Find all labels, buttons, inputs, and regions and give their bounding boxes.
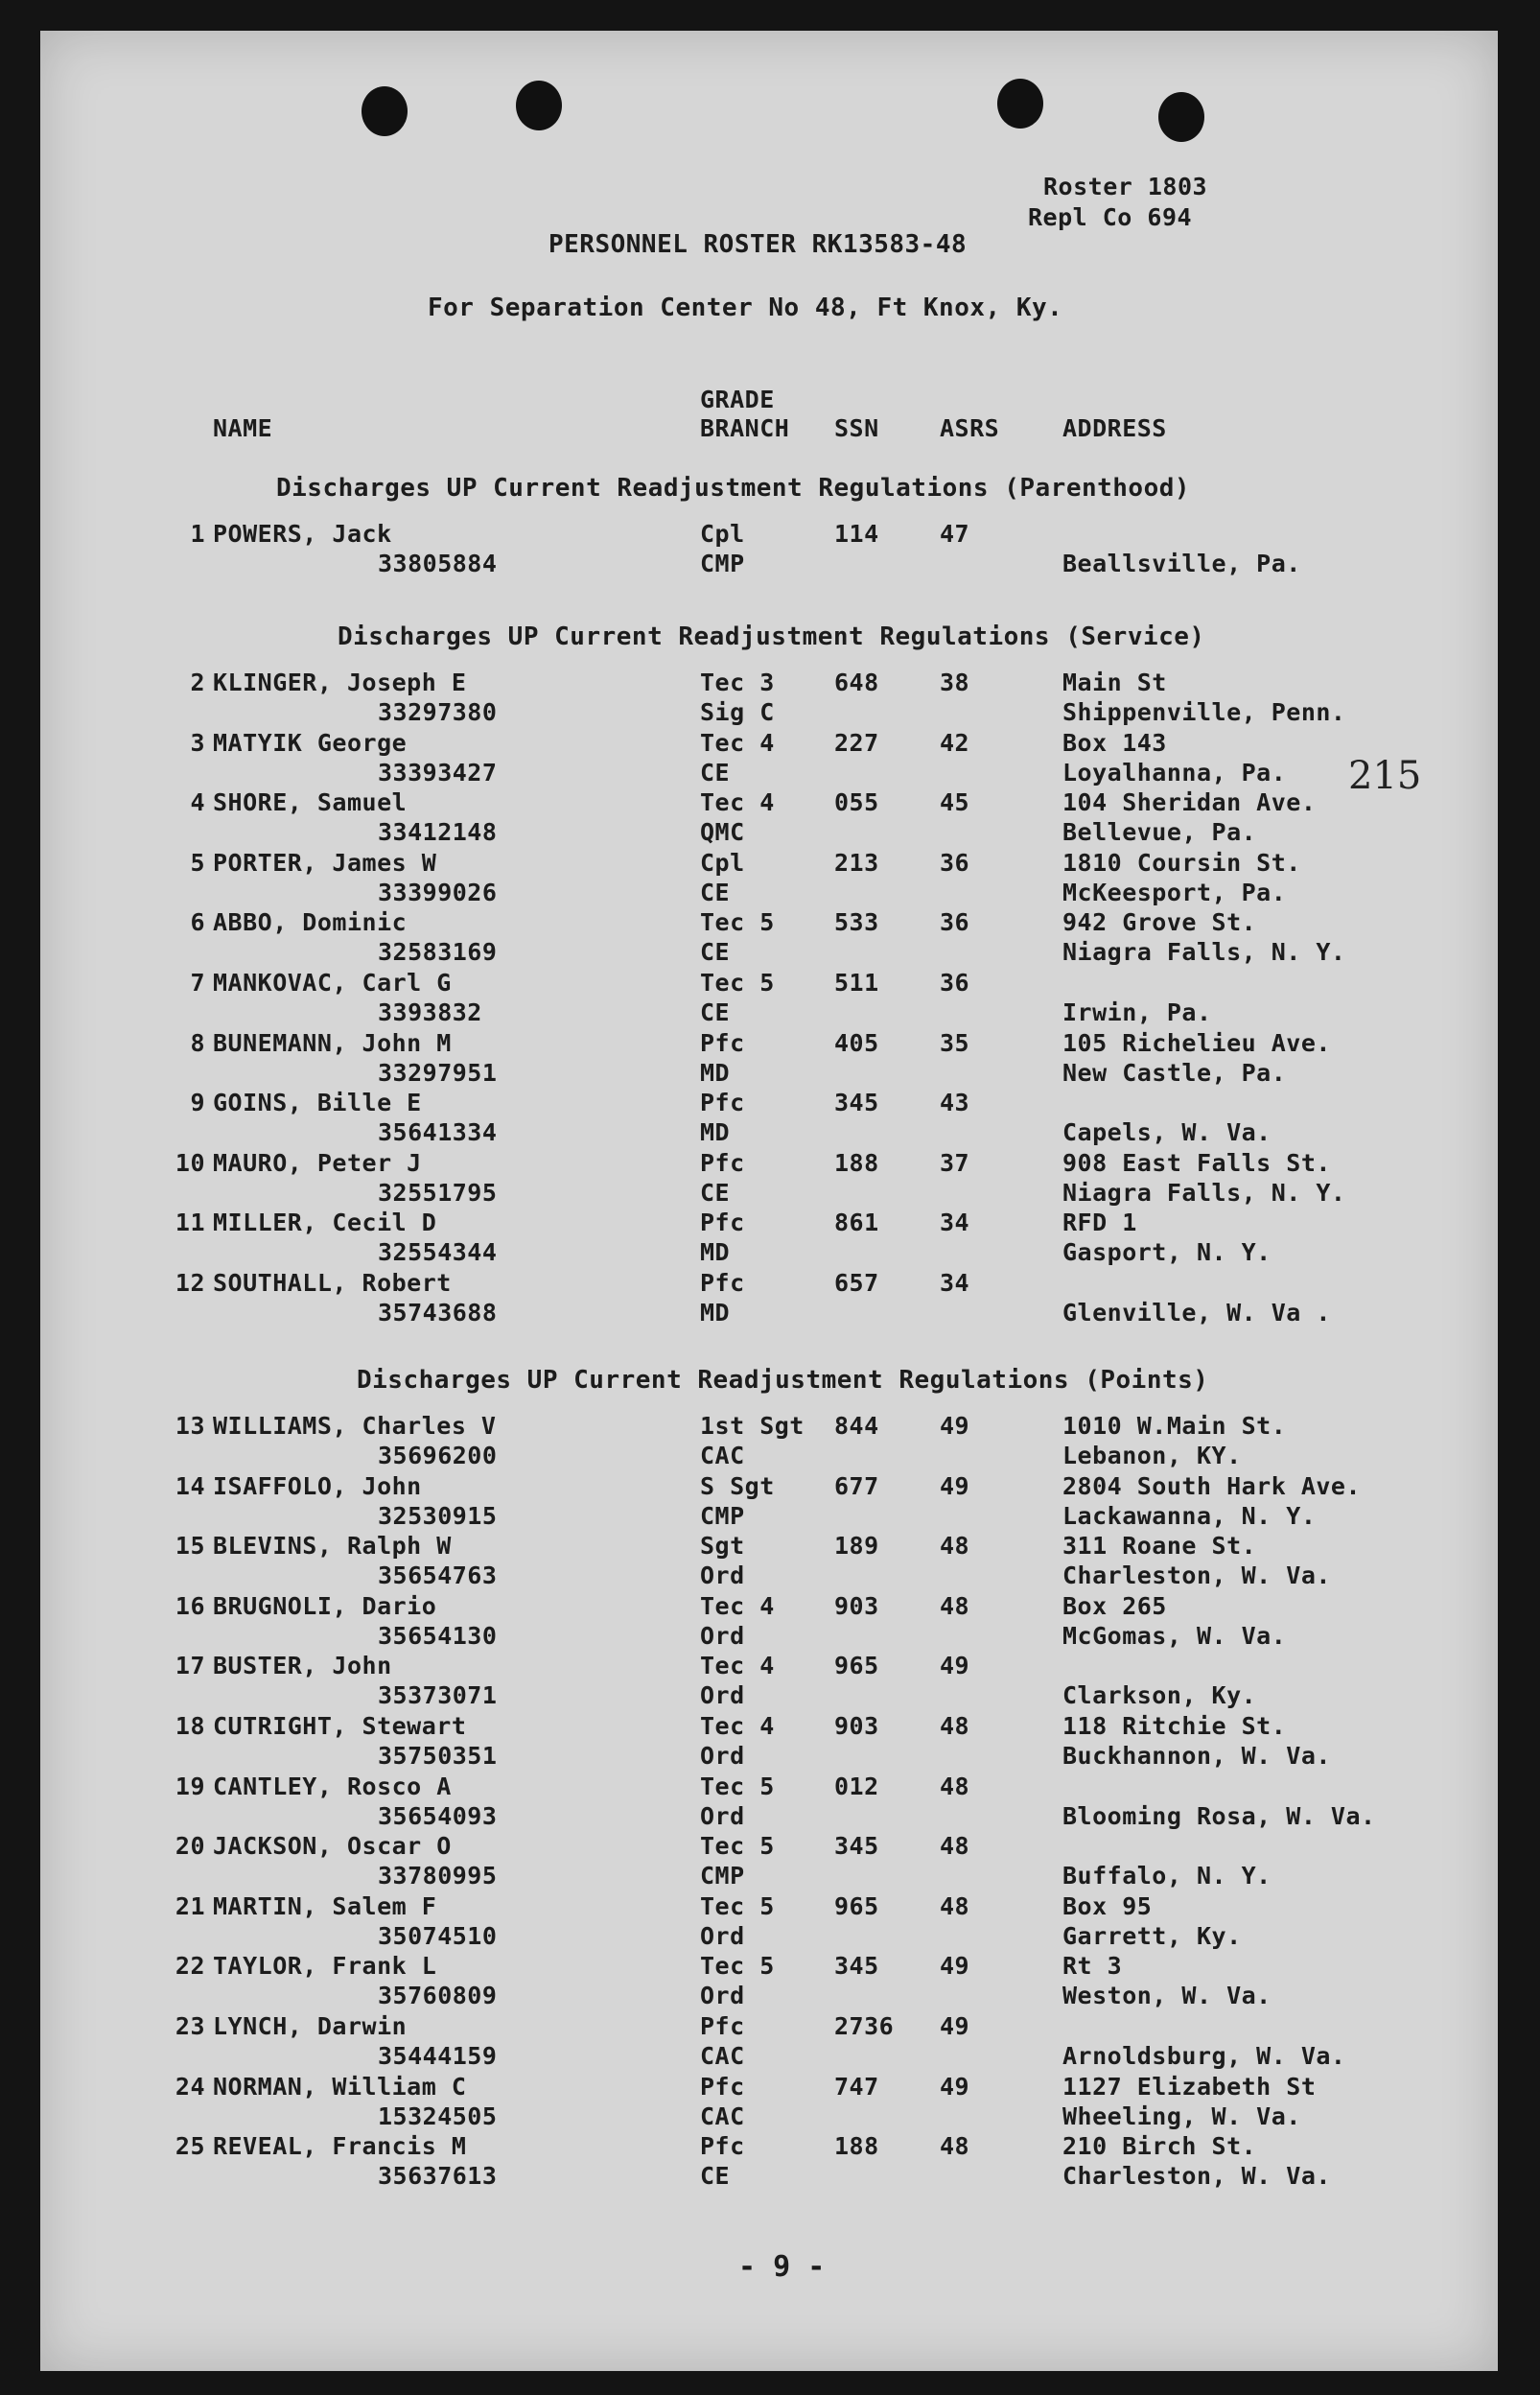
branch: MD xyxy=(700,1058,731,1087)
grade: Tec 5 xyxy=(700,1772,775,1800)
address-line-1: RFD 1 xyxy=(1062,1209,1137,1237)
soldier-name: SHORE, Samuel xyxy=(213,788,408,817)
ssn: 511 xyxy=(834,969,879,997)
row-number: 14 xyxy=(175,1471,205,1500)
repl-company: Repl Co 694 xyxy=(1028,203,1193,231)
ssn: 189 xyxy=(834,1532,879,1561)
grade: Pfc xyxy=(700,1209,745,1237)
document-subtitle: For Separation Center No 48, Ft Knox, Ky. xyxy=(428,294,1063,322)
branch: MD xyxy=(700,1238,731,1267)
address-line-2: Bellevue, Pa. xyxy=(1062,818,1257,847)
grade: S Sgt xyxy=(700,1471,775,1500)
asrs: 38 xyxy=(940,669,970,696)
branch: CAC xyxy=(700,2101,745,2130)
address-line-1: 105 Richelieu Ave. xyxy=(1062,1028,1331,1057)
serial-number: 33805884 xyxy=(378,550,498,577)
asrs: 48 xyxy=(940,1832,970,1861)
ssn: 533 xyxy=(834,908,879,937)
document-page xyxy=(40,31,1498,2371)
address-line-2: Beallsville, Pa. xyxy=(1062,550,1301,577)
grade: Cpl xyxy=(700,848,745,877)
address-line-1: 210 Birch St. xyxy=(1062,2132,1257,2161)
grade: Tec 4 xyxy=(700,1652,775,1680)
address-line-2: McGomas, W. Va. xyxy=(1062,1621,1287,1650)
row-number: 22 xyxy=(175,1952,205,1981)
branch: Ord xyxy=(700,1621,745,1650)
serial-number: 33399026 xyxy=(378,878,498,906)
soldier-name: MATYIK George xyxy=(213,728,408,757)
branch: CE xyxy=(700,998,731,1026)
branch: MD xyxy=(700,1299,731,1327)
ssn: 903 xyxy=(834,1591,879,1620)
row-number: 17 xyxy=(175,1652,205,1680)
punch-hole xyxy=(362,86,408,136)
address-line-2: Buckhannon, W. Va. xyxy=(1062,1742,1331,1770)
asrs: 34 xyxy=(940,1209,970,1237)
ssn: 844 xyxy=(834,1412,879,1440)
address-line-2: Irwin, Pa. xyxy=(1062,998,1212,1026)
address-line-1: 908 East Falls St. xyxy=(1062,1148,1331,1177)
asrs: 49 xyxy=(940,2072,970,2101)
grade: Pfc xyxy=(700,2072,745,2101)
row-number: 16 xyxy=(175,1591,205,1620)
address-line-2: Charleston, W. Va. xyxy=(1062,1561,1331,1590)
branch: CE xyxy=(700,2162,731,2191)
grade: Tec 4 xyxy=(700,1591,775,1620)
grade: Tec 5 xyxy=(700,969,775,997)
ssn: 648 xyxy=(834,669,879,696)
address-line-1: 118 Ritchie St. xyxy=(1062,1712,1287,1740)
soldier-name: MILLER, Cecil D xyxy=(213,1209,437,1237)
column-header-asrs: ASRS xyxy=(940,414,1000,442)
ssn: 345 xyxy=(834,1089,879,1117)
branch: CE xyxy=(700,758,731,787)
ssn: 345 xyxy=(834,1832,879,1861)
ssn: 677 xyxy=(834,1471,879,1500)
grade: Tec 3 xyxy=(700,669,775,696)
row-number: 18 xyxy=(175,1712,205,1740)
ssn: 965 xyxy=(834,1652,879,1680)
soldier-name: MARTIN, Salem F xyxy=(213,1891,437,1920)
grade: Tec 5 xyxy=(700,908,775,937)
address-line-1: Rt 3 xyxy=(1062,1952,1123,1981)
branch: CE xyxy=(700,878,731,906)
soldier-name: MANKOVAC, Carl G xyxy=(213,969,452,997)
grade: 1st Sgt xyxy=(700,1412,805,1440)
address-line-2: Niagra Falls, N. Y. xyxy=(1062,1178,1346,1207)
asrs: 42 xyxy=(940,728,970,757)
section-title: Discharges UP Current Readjustment Regulations (Points) xyxy=(357,1366,1209,1395)
branch: Ord xyxy=(700,1801,745,1830)
row-number: 1 xyxy=(190,520,205,548)
serial-number: 33393427 xyxy=(378,758,498,787)
soldier-name: MAURO, Peter J xyxy=(213,1148,422,1177)
soldier-name: CUTRIGHT, Stewart xyxy=(213,1712,467,1740)
row-number: 21 xyxy=(175,1891,205,1920)
address-line-2: Garrett, Ky. xyxy=(1062,1921,1242,1950)
ssn: 861 xyxy=(834,1209,879,1237)
branch: Ord xyxy=(700,1921,745,1950)
serial-number: 35444159 xyxy=(378,2042,498,2070)
ssn: 213 xyxy=(834,848,879,877)
grade: Tec 4 xyxy=(700,788,775,817)
serial-number: 35074510 xyxy=(378,1921,498,1950)
address-line-1: Box 143 xyxy=(1062,728,1167,757)
branch: Ord xyxy=(700,1561,745,1590)
soldier-name: NORMAN, William C xyxy=(213,2072,467,2101)
ssn: 345 xyxy=(834,1952,879,1981)
address-line-2: Shippenville, Penn. xyxy=(1062,698,1346,726)
grade: Pfc xyxy=(700,2132,745,2161)
serial-number: 33297380 xyxy=(378,698,498,726)
serial-number: 33412148 xyxy=(378,818,498,847)
row-number: 12 xyxy=(175,1269,205,1297)
address-line-2: Arnoldsburg, W. Va. xyxy=(1062,2042,1346,2070)
row-number: 24 xyxy=(175,2072,205,2101)
ssn: 227 xyxy=(834,728,879,757)
branch: QMC xyxy=(700,818,745,847)
serial-number: 32554344 xyxy=(378,1238,498,1267)
address-line-2: Loyalhanna, Pa. xyxy=(1062,758,1287,787)
ssn: 114 xyxy=(834,520,879,548)
row-number: 9 xyxy=(190,1089,205,1117)
soldier-name: PORTER, James W xyxy=(213,848,437,877)
roster-number: Roster 1803 xyxy=(1043,173,1208,200)
asrs: 36 xyxy=(940,908,970,937)
soldier-name: BUSTER, John xyxy=(213,1652,392,1680)
row-number: 19 xyxy=(175,1772,205,1800)
document-title: PERSONNEL ROSTER RK13583-48 xyxy=(548,230,968,259)
asrs: 34 xyxy=(940,1269,970,1297)
ssn: 747 xyxy=(834,2072,879,2101)
ssn: 965 xyxy=(834,1891,879,1920)
grade: Tec 5 xyxy=(700,1832,775,1861)
address-line-1: 942 Grove St. xyxy=(1062,908,1257,937)
ssn: 405 xyxy=(834,1028,879,1057)
soldier-name: TAYLOR, Frank L xyxy=(213,1952,437,1981)
row-number: 3 xyxy=(190,728,205,757)
branch: CAC xyxy=(700,1442,745,1469)
serial-number: 35743688 xyxy=(378,1299,498,1327)
ssn: 188 xyxy=(834,2132,879,2161)
serial-number: 35637613 xyxy=(378,2162,498,2191)
asrs: 35 xyxy=(940,1028,970,1057)
branch: Ord xyxy=(700,1742,745,1770)
asrs: 45 xyxy=(940,788,970,817)
grade: Pfc xyxy=(700,2012,745,2040)
branch: Ord xyxy=(700,1982,745,2010)
address-line-2: Charleston, W. Va. xyxy=(1062,2162,1331,2191)
asrs: 48 xyxy=(940,1891,970,1920)
soldier-name: LYNCH, Darwin xyxy=(213,2012,408,2040)
ssn: 012 xyxy=(834,1772,879,1800)
soldier-name: GOINS, Bille E xyxy=(213,1089,422,1117)
column-header-name: NAME xyxy=(213,414,273,442)
row-number: 10 xyxy=(175,1148,205,1177)
asrs: 36 xyxy=(940,848,970,877)
address-line-1: Box 95 xyxy=(1062,1891,1153,1920)
asrs: 43 xyxy=(940,1089,970,1117)
branch: CE xyxy=(700,1178,731,1207)
row-number: 2 xyxy=(190,669,205,696)
branch: Sig C xyxy=(700,698,775,726)
serial-number: 33297951 xyxy=(378,1058,498,1087)
grade: Pfc xyxy=(700,1089,745,1117)
address-line-2: New Castle, Pa. xyxy=(1062,1058,1287,1087)
branch: CE xyxy=(700,938,731,967)
soldier-name: KLINGER, Joseph E xyxy=(213,669,467,696)
page-number: - 9 - xyxy=(738,2250,826,2284)
soldier-name: JACKSON, Oscar O xyxy=(213,1832,452,1861)
address-line-2: Blooming Rosa, W. Va. xyxy=(1062,1801,1376,1830)
address-line-2: Capels, W. Va. xyxy=(1062,1118,1272,1147)
address-line-1: 1127 Elizabeth St xyxy=(1062,2072,1317,2101)
branch: CAC xyxy=(700,2042,745,2070)
address-line-2: Lebanon, KY. xyxy=(1062,1442,1242,1469)
ssn: 903 xyxy=(834,1712,879,1740)
address-line-1: 2804 South Hark Ave. xyxy=(1062,1471,1362,1500)
soldier-name: ISAFFOLO, John xyxy=(213,1471,422,1500)
branch: MD xyxy=(700,1118,731,1147)
grade: Tec 4 xyxy=(700,728,775,757)
address-line-2: Gasport, N. Y. xyxy=(1062,1238,1272,1267)
asrs: 49 xyxy=(940,2012,970,2040)
serial-number: 35760809 xyxy=(378,1982,498,2010)
address-line-2: Buffalo, N. Y. xyxy=(1062,1862,1272,1890)
soldier-name: CANTLEY, Rosco A xyxy=(213,1772,452,1800)
row-number: 7 xyxy=(190,969,205,997)
row-number: 25 xyxy=(175,2132,205,2161)
grade: Tec 5 xyxy=(700,1891,775,1920)
row-number: 13 xyxy=(175,1412,205,1440)
address-line-2: Glenville, W. Va . xyxy=(1062,1299,1331,1327)
address-line-1: 1810 Coursin St. xyxy=(1062,848,1301,877)
serial-number: 35373071 xyxy=(378,1681,498,1710)
address-line-2: Lackawanna, N. Y. xyxy=(1062,1501,1317,1530)
ssn: 657 xyxy=(834,1269,879,1297)
soldier-name: REVEAL, Francis M xyxy=(213,2132,467,2161)
soldier-name: BRUGNOLI, Dario xyxy=(213,1591,437,1620)
serial-number: 35641334 xyxy=(378,1118,498,1147)
address-line-2: Wheeling, W. Va. xyxy=(1062,2101,1301,2130)
asrs: 49 xyxy=(940,1652,970,1680)
section-title: Discharges UP Current Readjustment Regulations (Parenthood) xyxy=(276,474,1191,503)
serial-number: 35654130 xyxy=(378,1621,498,1650)
row-number: 20 xyxy=(175,1832,205,1861)
row-number: 5 xyxy=(190,848,205,877)
punch-hole xyxy=(997,79,1043,129)
address-line-1: Main St xyxy=(1062,669,1167,696)
asrs: 47 xyxy=(940,520,970,548)
row-number: 6 xyxy=(190,908,205,937)
ssn: 2736 xyxy=(834,2012,895,2040)
serial-number: 3393832 xyxy=(378,998,482,1026)
asrs: 48 xyxy=(940,2132,970,2161)
page-stamp: 215 xyxy=(1348,754,1422,798)
serial-number: 35696200 xyxy=(378,1442,498,1469)
grade: Pfc xyxy=(700,1269,745,1297)
soldier-name: BLEVINS, Ralph W xyxy=(213,1532,452,1561)
soldier-name: WILLIAMS, Charles V xyxy=(213,1412,497,1440)
punch-hole xyxy=(516,81,562,130)
punch-hole xyxy=(1158,92,1204,142)
soldier-name: BUNEMANN, John M xyxy=(213,1028,452,1057)
soldier-name: POWERS, Jack xyxy=(213,520,392,548)
branch: CMP xyxy=(700,1501,745,1530)
column-header-grade: GRADE xyxy=(700,386,775,413)
asrs: 49 xyxy=(940,1952,970,1981)
serial-number: 35750351 xyxy=(378,1742,498,1770)
serial-number: 35654093 xyxy=(378,1801,498,1830)
address-line-2: McKeesport, Pa. xyxy=(1062,878,1287,906)
row-number: 8 xyxy=(190,1028,205,1057)
serial-number: 32530915 xyxy=(378,1501,498,1530)
address-line-1: 1010 W.Main St. xyxy=(1062,1412,1287,1440)
grade: Cpl xyxy=(700,520,745,548)
asrs: 48 xyxy=(940,1591,970,1620)
address-line-2: Clarkson, Ky. xyxy=(1062,1681,1257,1710)
address-line-1: 311 Roane St. xyxy=(1062,1532,1257,1561)
asrs: 49 xyxy=(940,1412,970,1440)
asrs: 48 xyxy=(940,1532,970,1561)
row-number: 15 xyxy=(175,1532,205,1561)
serial-number: 15324505 xyxy=(378,2101,498,2130)
address-line-2: Niagra Falls, N. Y. xyxy=(1062,938,1346,967)
grade: Sgt xyxy=(700,1532,745,1561)
branch: CMP xyxy=(700,550,745,577)
serial-number: 32583169 xyxy=(378,938,498,967)
grade: Tec 5 xyxy=(700,1952,775,1981)
row-number: 23 xyxy=(175,2012,205,2040)
grade: Pfc xyxy=(700,1028,745,1057)
serial-number: 33780995 xyxy=(378,1862,498,1890)
address-line-1: Box 265 xyxy=(1062,1591,1167,1620)
address-line-2: Weston, W. Va. xyxy=(1062,1982,1272,2010)
asrs: 49 xyxy=(940,1471,970,1500)
ssn: 055 xyxy=(834,788,879,817)
soldier-name: ABBO, Dominic xyxy=(213,908,408,937)
serial-number: 32551795 xyxy=(378,1178,498,1207)
soldier-name: SOUTHALL, Robert xyxy=(213,1269,452,1297)
row-number: 11 xyxy=(175,1209,205,1237)
ssn: 188 xyxy=(834,1148,879,1177)
grade: Tec 4 xyxy=(700,1712,775,1740)
column-header-ssn: SSN xyxy=(834,414,879,442)
row-number: 4 xyxy=(190,788,205,817)
asrs: 36 xyxy=(940,969,970,997)
asrs: 48 xyxy=(940,1772,970,1800)
asrs: 37 xyxy=(940,1148,970,1177)
column-header-branch: BRANCH xyxy=(700,414,790,442)
branch: CMP xyxy=(700,1862,745,1890)
column-header-address: ADDRESS xyxy=(1062,414,1167,442)
grade: Pfc xyxy=(700,1148,745,1177)
branch: Ord xyxy=(700,1681,745,1710)
section-title: Discharges UP Current Readjustment Regulations (Service) xyxy=(338,622,1205,651)
asrs: 48 xyxy=(940,1712,970,1740)
serial-number: 35654763 xyxy=(378,1561,498,1590)
address-line-1: 104 Sheridan Ave. xyxy=(1062,788,1317,817)
